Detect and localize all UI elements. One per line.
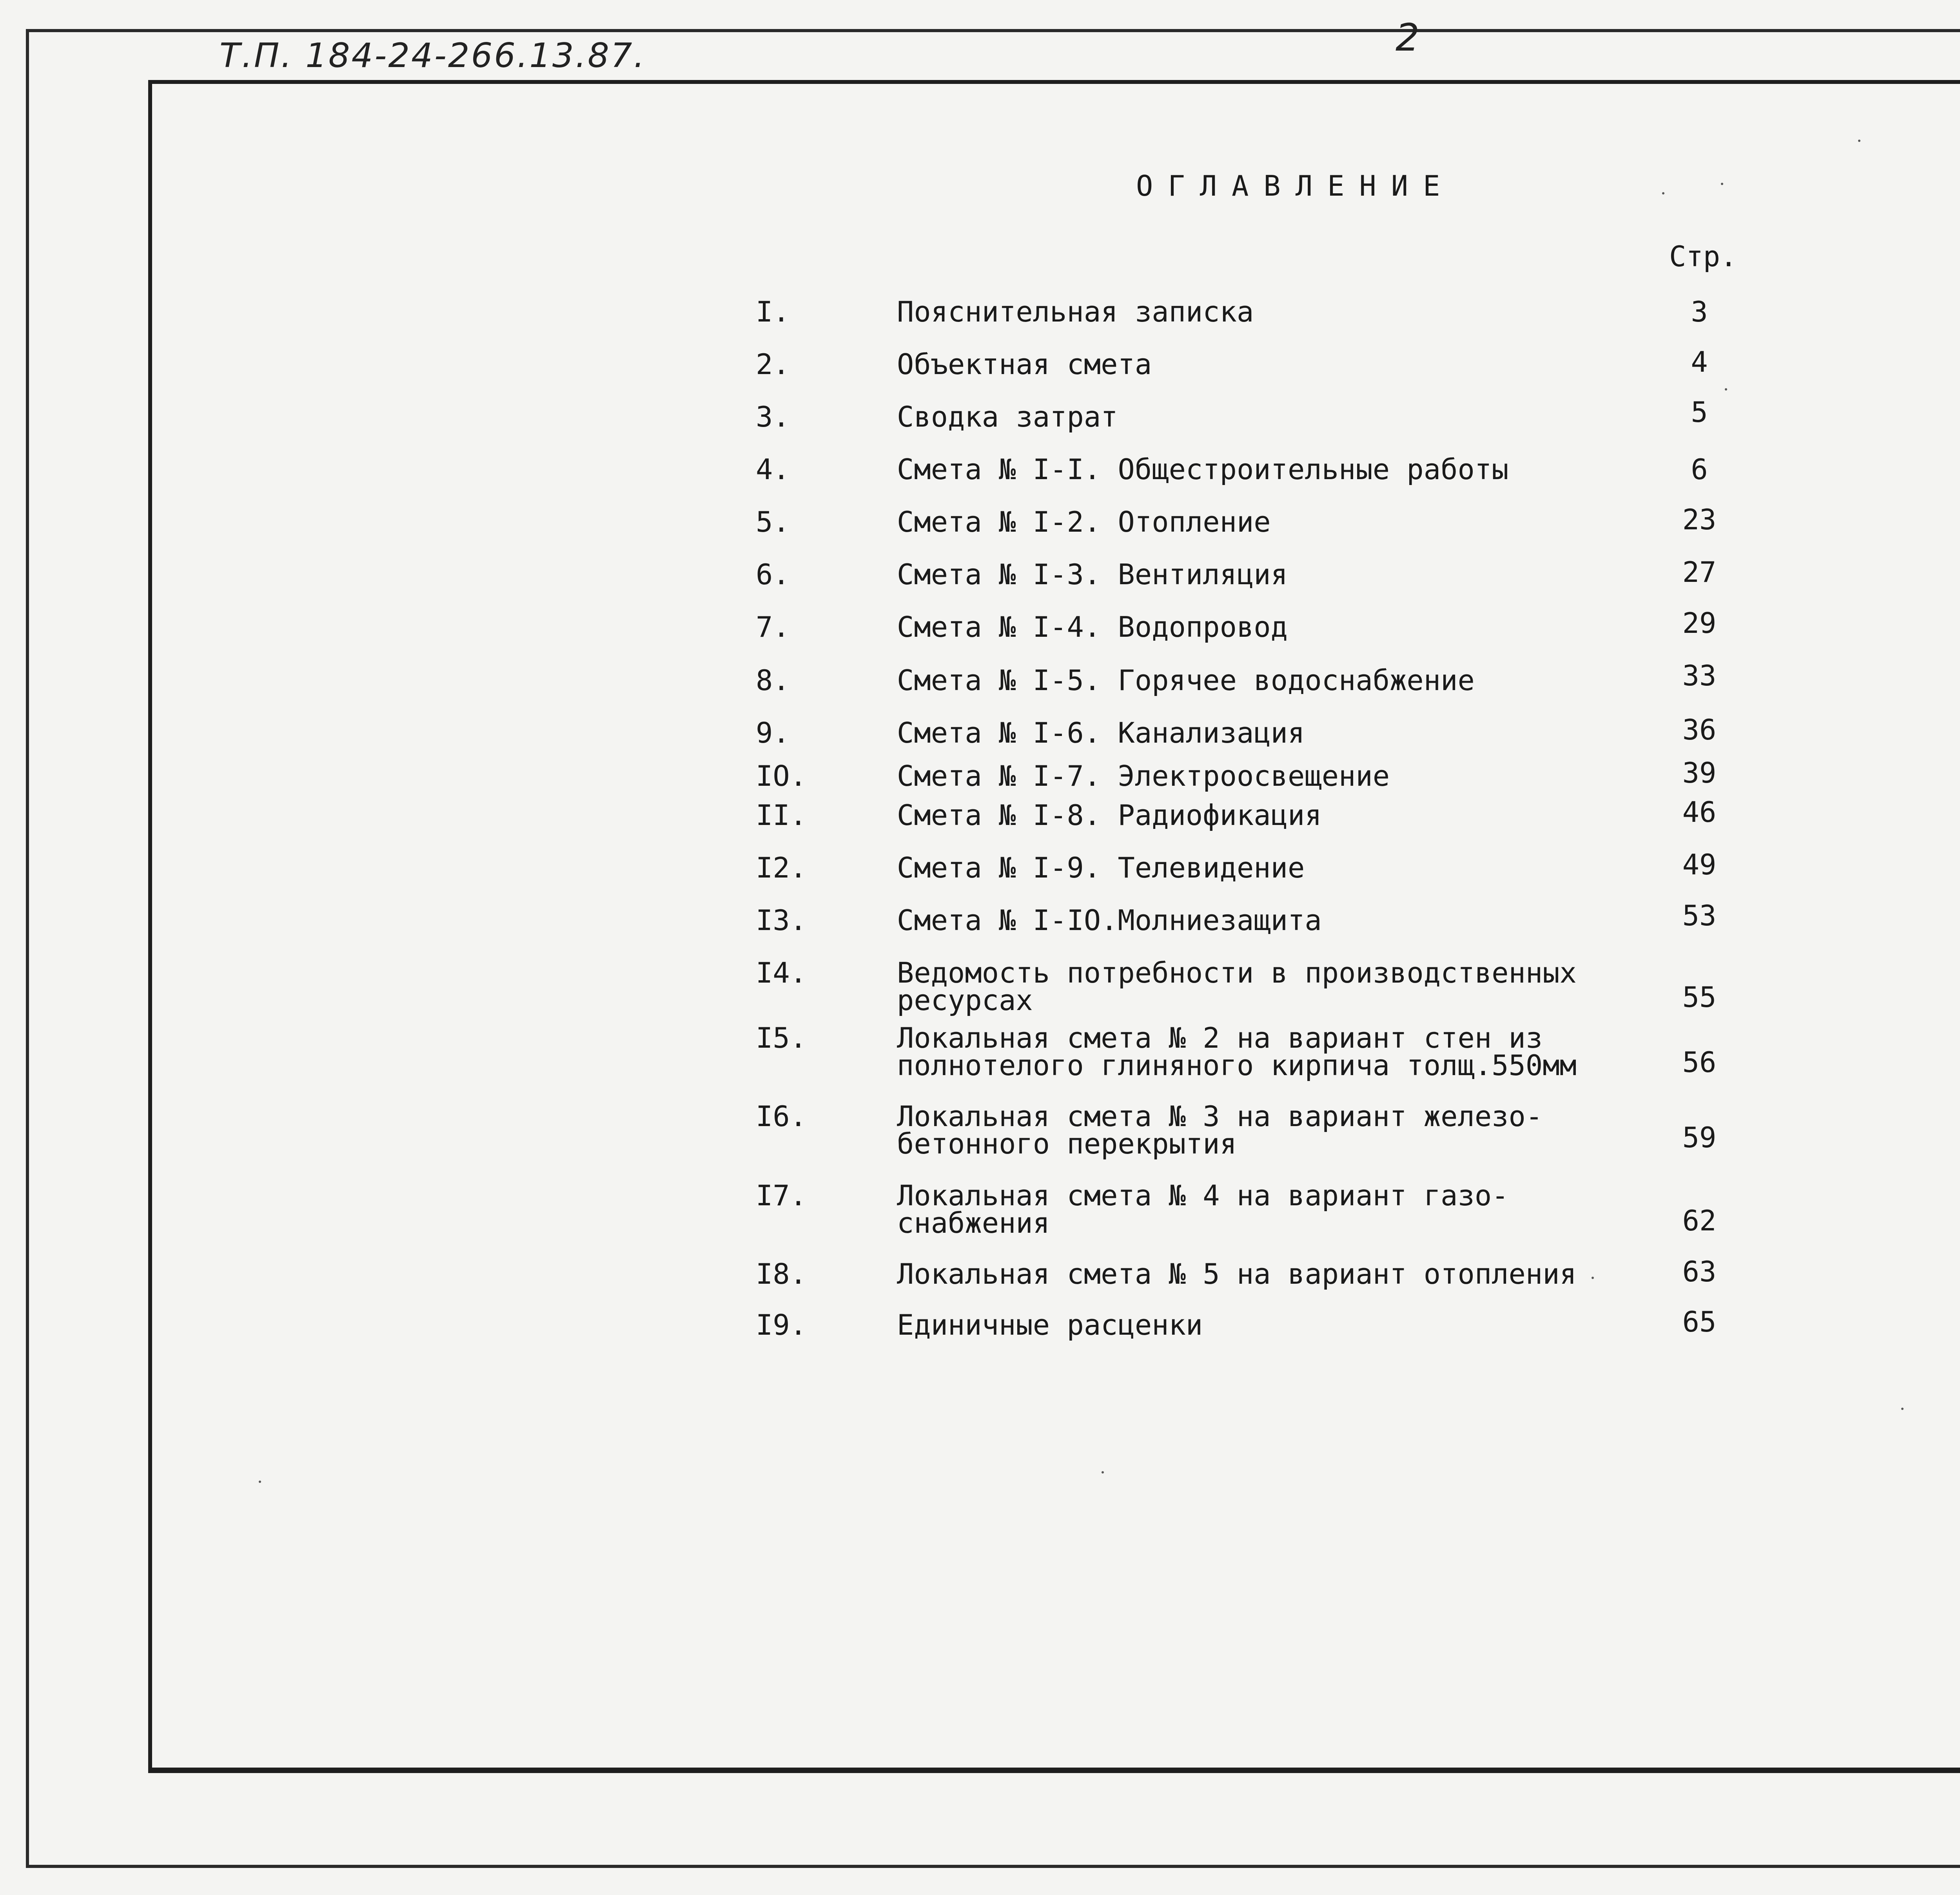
entry-number: I4. [756, 956, 807, 989]
entry-page: 5 [1691, 396, 1708, 429]
document-code: Т.П. 184-24-266.13.87. [220, 36, 646, 75]
entry-page: 23 [1682, 503, 1717, 536]
scan-speck [1725, 388, 1727, 391]
entry-number: I6. [756, 1100, 807, 1133]
entry-page: 62 [1682, 1204, 1717, 1237]
entry-title: Локальная смета № 4 на вариант газо- [897, 1179, 1509, 1212]
entry-title: Смета № I-I. Общестроительные работы [897, 453, 1509, 486]
entry-page: 4 [1691, 345, 1708, 378]
entry-title: Смета № I-5. Горячее водоснабжение [897, 664, 1475, 697]
entry-title: Смета № I-8. Радиофикация [897, 799, 1322, 832]
entry-number: 8. [756, 664, 790, 697]
entry-page: 49 [1682, 848, 1717, 881]
entry-page: 59 [1682, 1121, 1717, 1154]
entry-title: Смета № I-3. Вентиляция [897, 558, 1288, 591]
entry-title: Смета № I-7. Электроосвещение [897, 759, 1390, 792]
entry-number: I2. [756, 851, 807, 884]
entry-page: 55 [1682, 981, 1717, 1014]
entry-page: 29 [1682, 607, 1717, 640]
entry-title: Сводка затрат [897, 400, 1118, 433]
page-title: ОГЛАВЛЕНИЕ [1136, 169, 1455, 202]
entry-title: Единичные расценки [897, 1308, 1203, 1341]
entry-title: Объектная смета [897, 348, 1152, 381]
entry-page: 3 [1691, 295, 1708, 328]
entry-number: I5. [756, 1021, 807, 1054]
entry-number: 9. [756, 716, 790, 749]
entry-title-continued: бетонного перекрытия [897, 1127, 1237, 1160]
entry-number: 4. [756, 453, 790, 486]
entry-page: 36 [1682, 713, 1717, 746]
entry-title: Смета № I-4. Водопровод [897, 610, 1288, 643]
scan-speck [1901, 1408, 1904, 1410]
entry-title: Пояснительная записка [897, 295, 1254, 328]
entry-number: 6. [756, 558, 790, 591]
entry-page: 53 [1682, 899, 1717, 932]
scan-speck [1662, 192, 1664, 194]
entry-title: Смета № I-9. Телевидение [897, 851, 1305, 884]
entry-number: I. [756, 295, 790, 328]
entry-title: Локальная смета № 3 на вариант железо- [897, 1100, 1543, 1133]
entry-page: 46 [1682, 796, 1717, 828]
entry-number: 3. [756, 400, 790, 433]
entry-number: I8. [756, 1257, 807, 1290]
entry-number: 7. [756, 610, 790, 643]
entry-title-continued: полнотелого глиняного кирпича толщ.550мм [897, 1049, 1577, 1082]
scan-speck [1721, 183, 1723, 185]
entry-page: 56 [1682, 1046, 1717, 1079]
page-number: 2 [1396, 16, 1420, 60]
entry-number: I3. [756, 904, 807, 937]
scan-speck [259, 1481, 261, 1483]
page-column-header: Стр. [1669, 240, 1737, 273]
entry-number: 5. [756, 505, 790, 538]
entry-page: 33 [1682, 659, 1717, 692]
entry-page: 39 [1682, 756, 1717, 789]
entry-title: Смета № I-IO.Молниезащита [897, 904, 1322, 937]
entry-number: I9. [756, 1308, 807, 1341]
entry-page: 63 [1682, 1255, 1717, 1288]
entry-title: Локальная смета № 5 на вариант отопления [897, 1257, 1577, 1290]
scan-speck [1102, 1471, 1104, 1473]
entry-number: II. [756, 799, 807, 832]
entry-page: 65 [1682, 1305, 1717, 1338]
entry-number: 2. [756, 348, 790, 381]
entry-title: Смета № I-2. Отопление [897, 505, 1271, 538]
entry-title-continued: снабжения [897, 1206, 1050, 1239]
entry-number: I7. [756, 1179, 807, 1212]
entry-title: Смета № I-6. Канализация [897, 716, 1305, 749]
entry-page: 6 [1691, 453, 1708, 486]
entry-title-continued: ресурсах [897, 984, 1033, 1017]
scan-speck [1858, 140, 1860, 142]
scan-speck [1592, 1277, 1594, 1279]
entry-title: Локальная смета № 2 на вариант стен из [897, 1021, 1543, 1054]
entry-number: IO. [756, 759, 807, 792]
entry-page: 27 [1682, 556, 1717, 589]
entry-title: Ведомость потребности в производственных [897, 956, 1577, 989]
